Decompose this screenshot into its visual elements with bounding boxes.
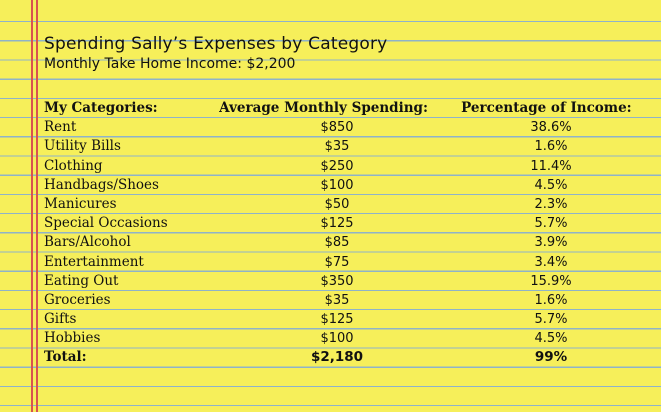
category-cell: Bars/Alcohol	[44, 234, 131, 251]
header-percentage: Percentage of Income:	[461, 100, 632, 116]
expenses-table	[44, 99, 644, 368]
category-cell: Groceries	[44, 291, 111, 308]
header-average-spending: Average Monthly Spending:	[219, 100, 428, 116]
amount-cell: $50	[324, 196, 350, 212]
percent-cell: 38.6%	[530, 120, 572, 136]
amount-cell: $85	[324, 235, 350, 251]
percent-cell: 11.4%	[530, 158, 572, 174]
margin-line-left	[31, 0, 33, 412]
header-categories: My Categories:	[44, 100, 158, 116]
amount-cell: $100	[320, 331, 354, 347]
percent-cell: 15.9%	[530, 273, 572, 289]
percent-cell: 5.7%	[534, 216, 568, 232]
category-cell: Special Occasions	[44, 215, 168, 232]
percent-cell: 3.9%	[534, 235, 568, 251]
table-row	[44, 253, 644, 272]
percent-cell: 4.5%	[534, 177, 568, 193]
category-cell: Eating Out	[44, 272, 119, 289]
category-cell: Manicures	[44, 195, 117, 212]
amount-cell: $250	[320, 158, 354, 174]
margin-line-right	[36, 0, 38, 412]
total-percent: 99%	[534, 349, 568, 366]
category-cell: Utility Bills	[44, 138, 121, 155]
category-cell: Handbags/Shoes	[44, 176, 159, 193]
total-label: Total:	[44, 349, 87, 366]
percent-cell: 5.7%	[534, 312, 568, 328]
table-total-row	[44, 348, 644, 367]
table-header-row	[44, 99, 644, 118]
amount-cell: $75	[324, 254, 350, 270]
table-row	[44, 329, 644, 348]
amount-cell: $125	[320, 312, 354, 328]
table-row	[44, 157, 644, 176]
percent-cell: 1.6%	[534, 139, 568, 155]
amount-cell: $125	[320, 216, 354, 232]
income-subtitle: Monthly Take Home Income: $2,200	[44, 56, 296, 72]
table-row	[44, 310, 644, 329]
table-row	[44, 291, 644, 310]
table-row	[44, 176, 644, 195]
percent-cell: 4.5%	[534, 331, 568, 347]
percent-cell: 1.6%	[534, 292, 568, 308]
category-cell: Clothing	[44, 157, 103, 174]
amount-cell: $850	[320, 120, 354, 136]
category-cell: Rent	[44, 119, 77, 136]
category-cell: Gifts	[44, 311, 77, 328]
table-row	[44, 137, 644, 156]
total-amount: $2,180	[310, 349, 364, 366]
amount-cell: $35	[324, 292, 350, 308]
percent-cell: 3.4%	[534, 254, 568, 270]
table-row	[44, 195, 644, 214]
page-title: Spending Sally’s Expenses by Category	[44, 34, 388, 54]
category-cell: Hobbies	[44, 330, 101, 347]
amount-cell: $100	[320, 177, 354, 193]
table-row	[44, 272, 644, 291]
table-row	[44, 214, 644, 233]
percent-cell: 2.3%	[534, 196, 568, 212]
amount-cell: $350	[320, 273, 354, 289]
table-row	[44, 118, 644, 137]
table-row	[44, 233, 644, 252]
amount-cell: $35	[324, 139, 350, 155]
category-cell: Entertainment	[44, 253, 144, 270]
